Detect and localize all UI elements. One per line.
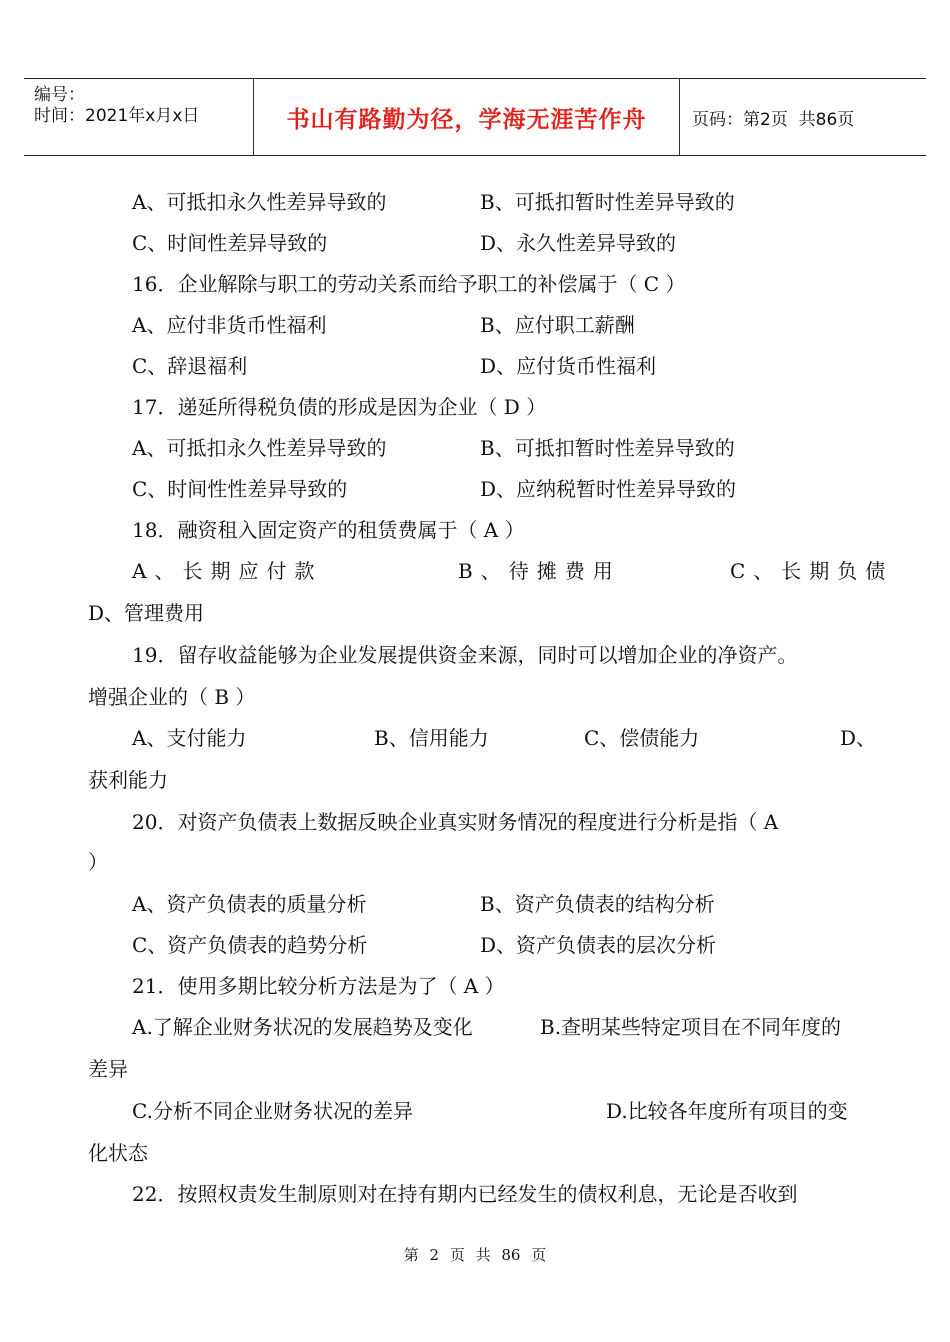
header-motto-cell (254, 79, 680, 155)
motto-text: 书山有路勤为径，学海无涯苦作舟 (286, 106, 647, 133)
option-line: A、可抵扣永久性差异导致的 (132, 436, 387, 460)
option-line: A、支付能力 (132, 726, 247, 750)
option-line: C、时间性性差异导致的 (132, 477, 348, 501)
option-line: D、 (840, 726, 877, 750)
question-18: 18．融资租入固定资产的租赁费属于（ A ） (132, 518, 525, 542)
option-line: B.查明某些特定项目在不同年度的 (540, 1015, 842, 1039)
page-info-text: 页码：第2页 共86页 (692, 109, 855, 130)
time-label: 时间：2021年x月x日 (34, 106, 200, 126)
option-line: C、辞退福利 (132, 354, 248, 378)
question-19-cont: 增强企业的（ B ） (88, 685, 256, 709)
option-line: B、可抵扣暂时性差异导致的 (480, 436, 735, 460)
option-line: C.分析不同企业财务状况的差异 (132, 1099, 413, 1123)
header-meta (24, 79, 254, 155)
question-21: 21．使用多期比较分析方法是为了（ A ） (132, 974, 505, 998)
option-line: D、资产负债表的层次分析 (480, 933, 717, 957)
option-line: 获利能力 (88, 768, 168, 792)
option-line: B、待摊费用 (458, 559, 621, 583)
question-20: 20．对资产负债表上数据反映企业真实财务情况的程度进行分析是指（ A (132, 810, 779, 834)
option-line: A.了解企业财务状况的发展趋势及变化 (132, 1015, 473, 1039)
option-line: C、时间性差异导致的 (132, 231, 328, 255)
option-line: D.比较各年度所有项目的变 (606, 1099, 848, 1123)
option-line: B、信用能力 (374, 726, 489, 750)
question-19: 19．留存收益能够为企业发展提供资金来源，同时可以增加企业的净资产。 (132, 643, 798, 667)
question-22: 22．按照权责发生制原则对在持有期内已经发生的债权利息，无论是否收到 (132, 1182, 798, 1206)
option-line: D、应纳税暂时性差异导致的 (480, 477, 737, 501)
header-page-info (680, 79, 926, 155)
option-line: C、资产负债表的趋势分析 (132, 933, 368, 957)
option-line: A、应付非货币性福利 (132, 313, 327, 337)
number-label: 编号： (34, 85, 85, 105)
question-17: 17．递延所得税负债的形成是因为企业（ D ） (132, 395, 547, 419)
option-line: C、偿债能力 (584, 726, 700, 750)
option-line: D、管理费用 (88, 601, 205, 625)
page-header (24, 78, 926, 156)
option-line: B、可抵扣暂时性差异导致的 (480, 190, 735, 214)
option-line: D、永久性差异导致的 (480, 231, 677, 255)
option-line: A、长期应付款 (132, 559, 323, 583)
option-line: B、资产负债表的结构分析 (480, 892, 715, 916)
option-line: C、长期负债 (730, 559, 894, 583)
page-footer: 第 2 页 共 86 页 (403, 1246, 547, 1264)
option-line: A、可抵扣永久性差异导致的 (132, 190, 387, 214)
option-line: A、资产负债表的质量分析 (132, 892, 367, 916)
option-line: 化状态 (88, 1141, 148, 1165)
question-20-cont: ） (88, 850, 108, 874)
option-line: D、应付货币性福利 (480, 354, 657, 378)
option-line: 差异 (88, 1057, 128, 1081)
option-line: B、应付职工薪酬 (480, 313, 635, 337)
question-16: 16．企业解除与职工的劳动关系而给予职工的补偿属于（ C ） (132, 272, 686, 296)
